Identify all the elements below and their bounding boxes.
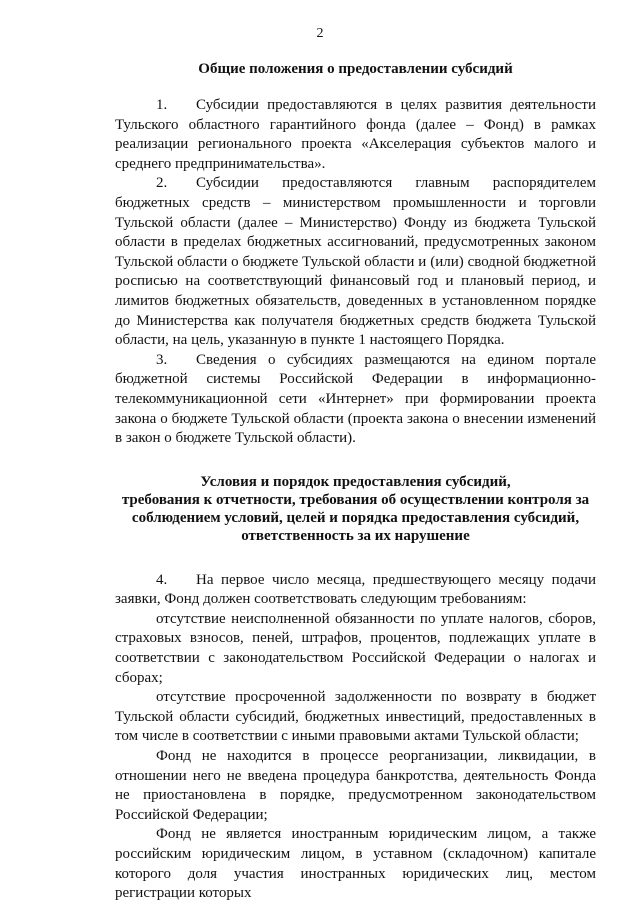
paragraph-number: 4. [156,571,168,588]
paragraph-text: Субсидии предоставляются главным распорядителем бюджетных средств – министерством промышленности и торговли Тульской области (далее – Министерство) Фонду из бюджета Тульской области в пределах бюджетных ассигнований, предусмотренных законом Тульской области о бюджете Тульской области и (или) сводной бюджетной росписью на соответствующий финансовый год и плановый период, и лимитов бюджетных обязательств, доведенных в установленном порядке до Министерства как получателя бюджетных средств бюджета Тульской области, на цель, указанную в пункте 1 настоящего Порядка. [115,175,596,349]
paragraph-4 [115,571,596,610]
heading-line: требования к отчетности, требования об осуществлении контроля за [121,491,590,508]
section-heading-general-provisions: Общие положения о предоставлении субсидий [198,61,513,77]
paragraph-text: Субсидии предоставляются в целях развития деятельности Тульского областного гарантийного фонда (далее – Фонд) в рамках реализации регионального проекта «Акселерация субъектов малого и среднего предпринимательства». [115,97,596,172]
paragraph-3 [115,351,596,449]
paragraph-number: 2. [156,175,168,192]
paragraph-text: Фонд не является иностранным юридическим лицом, а также российским юридическим лицом, в уставном (складочном) капитале которого доля участия иностранных юридических лиц, местом регистрации которых [115,826,596,902]
requirement-item [115,610,596,688]
paragraph-2 [115,174,596,350]
paragraph-number: 1. [156,97,168,113]
requirement-item [115,747,596,825]
document-body [115,60,596,904]
section-heading-conditions [115,473,596,545]
paragraph-text: Сведения о субсидиях размещаются на едином портале бюджетной системы Российской Федерации в информационно-телекоммуникационной сети «Интернет» при формировании проекта закона о бюджете Тульской области (проекта закона о внесении изменений в закон о бюджете Тульской области). [115,351,596,447]
paragraph-text: отсутствие неисполненной обязанности по уплате налогов, сборов, страховых взносов, пеней, штрафов, процентов, подлежащих уплате в соответствии с законодательством Российской Федерации о налогах и сборах; [115,610,596,686]
requirement-item [115,825,596,903]
paragraph-1 [115,96,596,174]
paragraph-text: На первое число месяца, предшествующего месяцу подачи заявки, Фонд должен соответствовать следующим требованиям: [115,571,596,608]
page-number: 2 [316,26,324,41]
heading-line: Условия и порядок предоставления субсидий, [200,473,511,490]
heading-line: ответственность за их нарушение [241,527,470,544]
paragraph-text: Фонд не находится в процессе реорганизации, ликвидации, в отношении него не введена процедура банкротства, деятельность Фонда не приостановлена в порядке, предусмотренном законодательством Российской Федерации; [115,748,596,823]
requirement-item [115,688,596,747]
heading-line: соблюдением условий, целей и порядка предоставления субсидий, [131,509,580,526]
paragraph-text: отсутствие просроченной задолженности по возврату в бюджет Тульской области субсидий, бюджетных инвестиций, предоставленных в том числе в соответствии с иными правовыми актами Тульской области; [115,689,596,745]
paragraph-number: 3. [156,351,168,368]
